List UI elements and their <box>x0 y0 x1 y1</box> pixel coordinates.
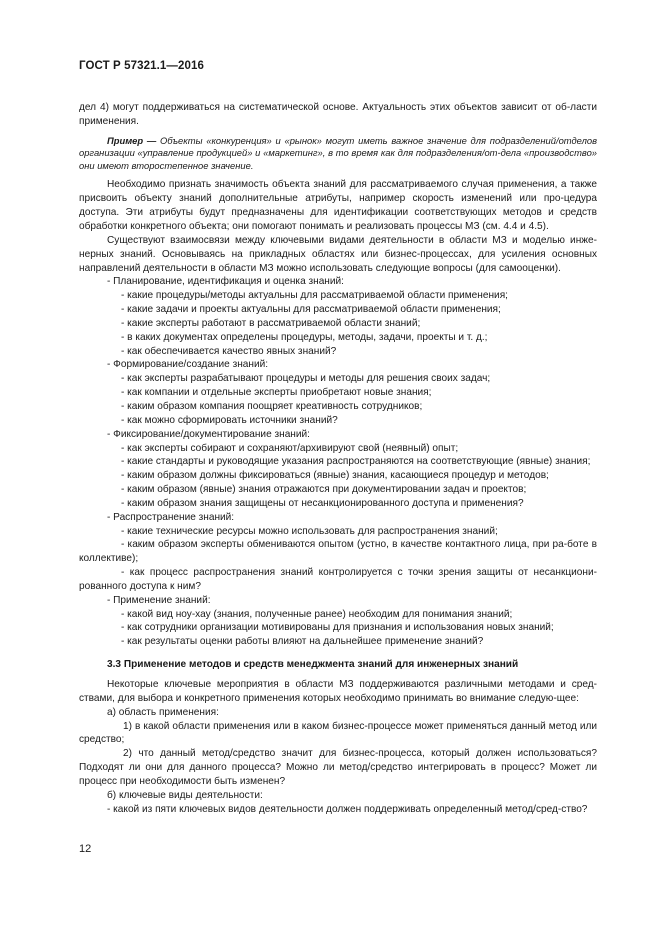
list-item: - какие технические ресурсы можно использовать для распространения знаний; <box>121 525 498 537</box>
list-item: - какие задачи и проекты актуальны для рассматриваемой области применения; <box>121 304 501 316</box>
list-item: - каким образом компания поощряет креативность сотрудников; <box>121 400 423 412</box>
paragraph-continuation: дел 4) могут поддерживаться на систематической основе. Актуальность этих объектов зависит от об-ласти применения. <box>79 102 597 127</box>
list-item-a1: 1) в какой области применения или в каком бизнес-процессе может применяться данный метод или средство; <box>79 720 597 746</box>
example-label: Пример — <box>107 134 157 146</box>
list-item: - какие процедуры/методы актуальны для рассматриваемой области применения; <box>121 290 508 302</box>
section-heading: 3.3 Применение методов и средств менеджмента знаний для инженерных знаний <box>107 659 519 671</box>
list-item: - какие эксперты работают в рассматриваемой области знаний; <box>121 317 421 329</box>
paragraph-methods: Некоторые ключевые мероприятия в области МЗ поддерживаются различными методами и сред-ствами, для выбора и конкретного применения которых необходимо принимать во внимание следую-щее: <box>79 679 597 704</box>
group-title: - Распространение знаний: <box>107 511 235 523</box>
list-item: - каким образом знания защищены от несанкционированного доступа и применения? <box>121 497 524 509</box>
list-item-b1: - какой из пяти ключевых видов деятельности должен поддерживать определенный метод/сред-ство? <box>107 803 588 815</box>
group-title: - Планирование, идентификация и оценка знаний: <box>107 276 344 288</box>
list-item: - как результаты оценки работы влияют на дальнейшее применение знаний? <box>121 636 484 648</box>
list-item: - как эксперты разрабатывают процедуры и методы для решения своих задач; <box>121 373 491 385</box>
list-item: - как можно сформировать источники знаний? <box>121 414 338 426</box>
group-title: - Формирование/создание знаний: <box>107 359 269 371</box>
page-number: 12 <box>79 843 92 855</box>
list-item: - как компании и отдельные эксперты приобретают новые знания; <box>121 387 432 399</box>
example-note <box>79 135 597 173</box>
list-item-a: а) область применения: <box>107 706 219 718</box>
list-item: - как сотрудники организации мотивированы для признания и использования новых знаний; <box>121 622 554 634</box>
document-header: ГОСТ Р 57321.1—2016 <box>79 60 204 72</box>
list-item: - как обеспечивается качество явных знаний? <box>121 345 337 357</box>
list-item: - каким образом (явные) знания отражаются при документировании задач и проектов; <box>121 484 527 496</box>
list-item: - каким образом должны фиксироваться (явные) знания, касающиеся процедур и методов; <box>121 470 549 482</box>
group-title: - Применение знаний: <box>107 594 211 606</box>
list-item: - как эксперты собирают и сохраняют/архивируют свой (неявный) опыт; <box>121 442 459 454</box>
document-body <box>79 101 597 816</box>
list-item: - каким образом эксперты обмениваются опытом (устно, в качестве контактного лица, при ра-боте в коллективе); <box>79 539 597 565</box>
list-item: - в каких документах определены процедуры, методы, задачи, проекты и т. д.; <box>121 331 488 343</box>
list-item-a2: 2) что данный метод/средство значит для бизнес-процесса, который должен использоваться? Подходят ли они для данного процесса? Можно ли метод/средство интегрировать в процесс? Может ли процесс при необходимости быть изменен? <box>79 748 597 787</box>
list-item-b: б) ключевые виды деятельности: <box>107 789 263 801</box>
list-item: - какие стандарты и руководящие указания распространяются на соответствующие (явные) знания; <box>121 456 591 468</box>
list-item: - какой вид ноу-хау (знания, полученные ранее) необходим для понимания знаний; <box>121 608 513 620</box>
example-text: Объекты «конкуренция» и «рынок» могут иметь важное значение для подразделений/отделов организации «управление продукцией» и «маркетинг», в то время как для подразделения/от-дела «производство» они имеют второстепенное значение. <box>79 134 597 171</box>
group-title: - Фиксирование/документирование знаний: <box>107 428 310 440</box>
list-item: - как процесс распространения знаний контролируется с точки зрения защиты от несанкциони-рованного доступа к ним? <box>79 567 597 592</box>
paragraph-attributes: Необходимо признать значимость объекта знаний для рассматриваемого случая применения, а также присвоить объекту знаний дополнительные атрибуты, например скорость изменений или про-цедура доступа. Эти атрибуты будут предназначены для идентификации соответствующих методов и средств обработки конкретного объекта; они помогают понимать и реализовать процессы МЗ (см. 4.4 и 4.5). <box>79 179 597 232</box>
paragraph-relations: Существуют взаимосвязи между ключевыми видами деятельности в области МЗ и моделью инже-нерных знаний. Основываясь на прикладных областях или бизнес-процессах, для усиления основных направлений деятельности в области МЗ можно использовать следующие вопросы (для самооценки). <box>79 234 597 274</box>
